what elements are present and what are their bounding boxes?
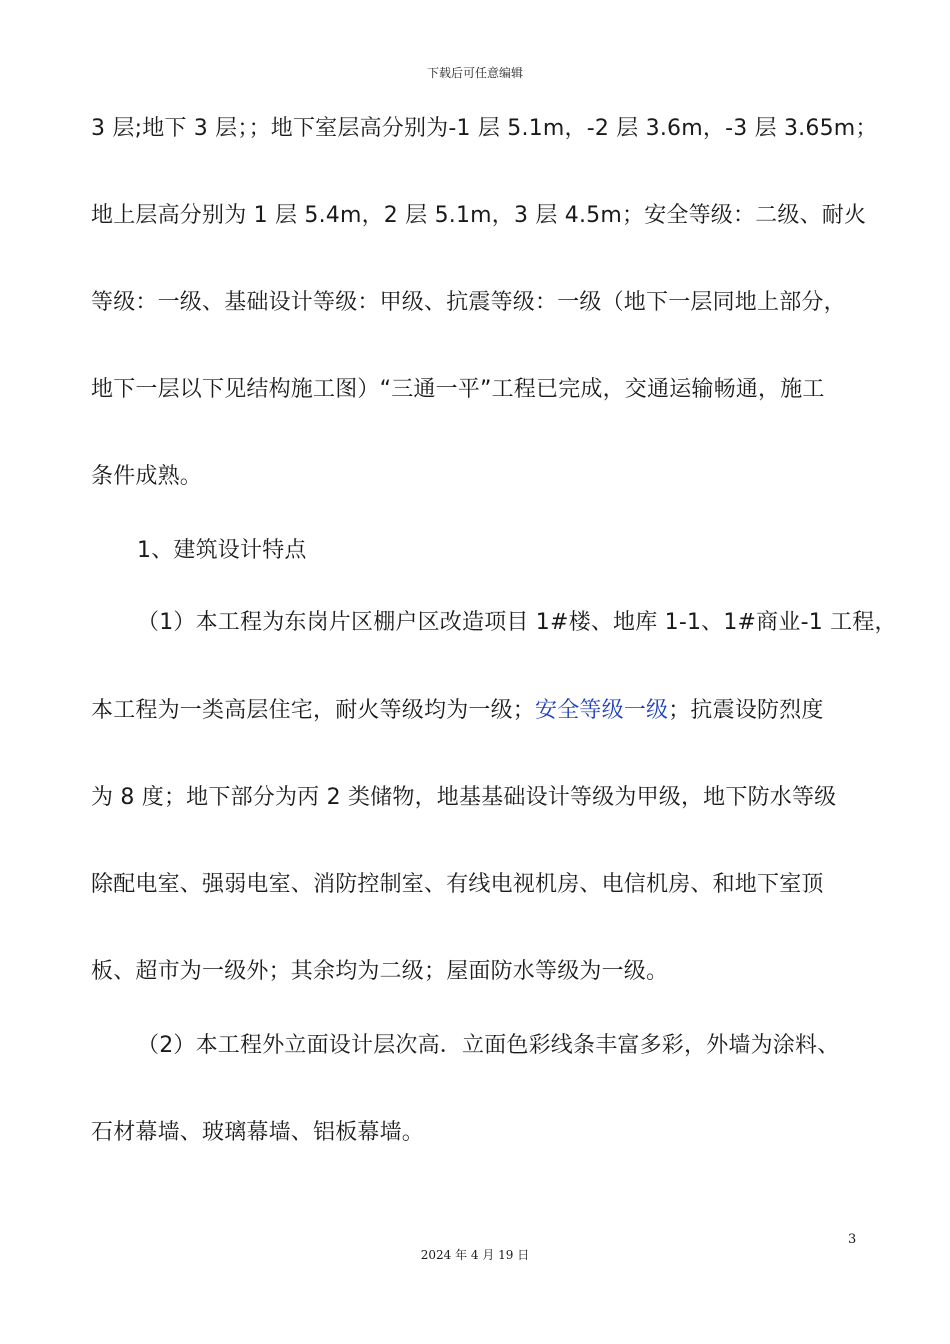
para1-line-3: 为 8 度；地下部分为丙 2 类储物，地基基础设计等级为甲级，地下防水等级	[91, 785, 837, 810]
body-line-4: 地下一层以下见结构施工图）“三通一平”工程已完成，交通运输畅通，施工	[91, 377, 825, 402]
para2-line-2: 石材幕墙、玻璃幕墙、铝板幕墙。	[91, 1120, 425, 1145]
body-line-5: 条件成熟。	[91, 464, 203, 489]
para1-line-5: 板、超市为一级外；其余均为二级；屋面防水等级为一级。	[91, 959, 669, 984]
body-line-3: 等级：一级、基础设计等级：甲级、抗震等级：一级（地下一层同地上部分，	[91, 290, 846, 315]
page-header: 下载后可任意编辑	[426, 66, 523, 80]
para1-line-2	[91, 696, 824, 726]
safety-level-link[interactable]: 安全等级一级	[535, 698, 669, 723]
footer-date: 2024 年 4 月 19 日	[420, 1248, 530, 1262]
body-line-2: 地上层高分别为 1 层 5.4m，2 层 5.1m，3 层 4.5m；安全等级：二级、耐火	[91, 203, 867, 228]
para1-line-2-post: ；抗震设防烈度	[668, 698, 824, 723]
para1-line-1: （1）本工程为东岗片区棚户区改造项目 1#楼、地库 1-1、1#商业-1 工程，	[137, 610, 897, 635]
para1-line-2-pre: 本工程为一类高层住宅，耐火等级均为一级；	[91, 698, 536, 723]
page-number: 3	[848, 1232, 857, 1247]
body-line-1: 3 层;地下 3 层；；地下室层高分别为-1 层 5.1m，-2 层 3.6m，-3 层 3.65m；	[91, 116, 878, 141]
para1-line-4: 除配电室、强弱电室、消防控制室、有线电视机房、电信机房、和地下室顶	[91, 872, 824, 897]
para2-line-1: （2）本工程外立面设计层次高．立面色彩线条丰富多彩，外墙为涂料、	[137, 1033, 840, 1058]
section-heading: 1、建筑设计特点	[137, 538, 307, 563]
